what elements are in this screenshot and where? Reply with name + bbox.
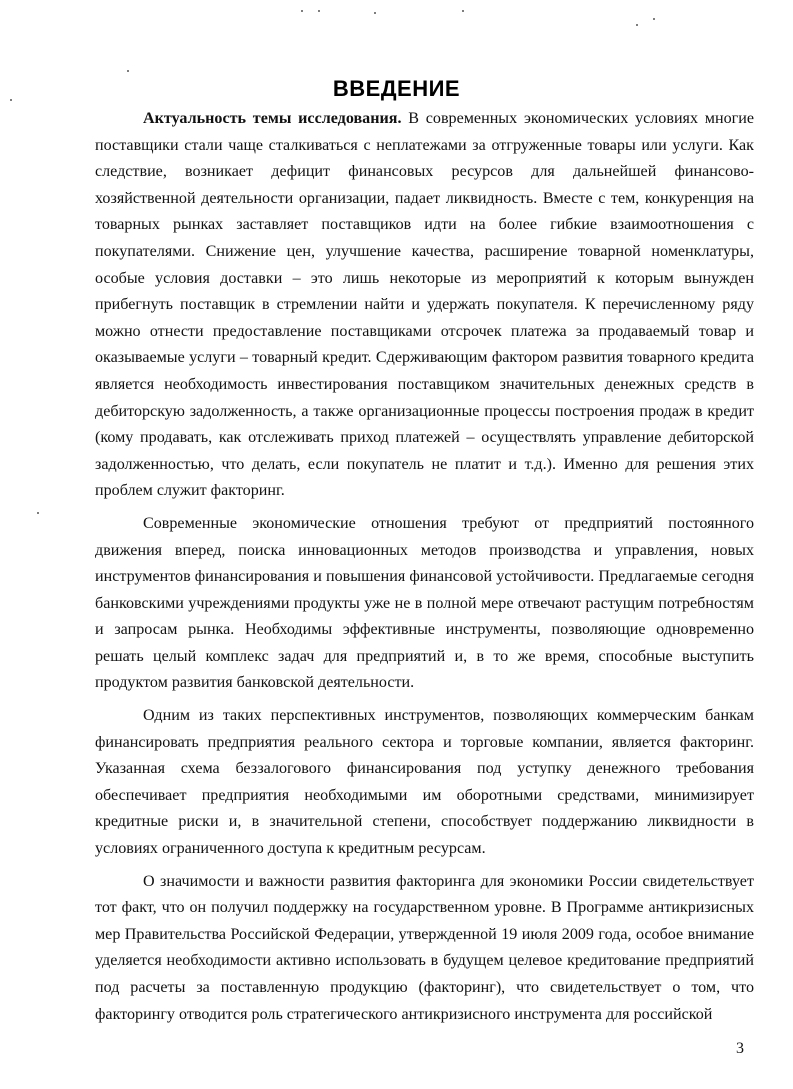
paragraph-4: О значимости и важности развития факторинга для экономики России свидетельствует тот факт, что он получил поддержку на государственном уровне. В Программе антикризисных мер Правительства Российской Федерации, утвержденной 19 июля 2009 года, особое внимание уделяется необходимости активно использовать в будущем целевое кредитование предприятий под расчеты за поставленную продукцию (факторинг), что свидетельствует о том, что факторингу отводится роль стратегического антикризисного инструмента для российской: [95, 872, 754, 1023]
scan-speck: [37, 512, 39, 514]
page-number: 3: [736, 1040, 744, 1057]
paragraph-lead: Актуальность темы исследования.: [143, 110, 402, 127]
paragraph-1: [95, 106, 754, 505]
scan-speck: [374, 12, 376, 14]
scan-speck: [318, 10, 320, 12]
scan-speck: [636, 24, 638, 26]
paragraph-text: В современных экономических условиях многие поставщики стали чаще сталкиваться с неплатежами за отгруженные товары или услуги. Как следствие, возникает дефицит финансовых ресурсов для дальнейшей финансово-хозяйственной деятельности организации, падает ликвидность. Вместе с тем, конкуренция на товарных рынках заставляет поставщиков идти на более гибкие взаимоотношения с покупателями. Снижение цен, улучшение качества, расширение товарной номенклатуры, особые условия доставки – это лишь некоторые из мероприятий к которым вынужден прибегнуть поставщик в стремлении найти и удержать покупателя. К перечисленному ряду можно отнести предоставление поставщиками отсрочек платежа за продаваемый товар и оказываемые услуги – товарный кредит. Сдерживающим фактором развития товарного кредита является необходимость инвестирования поставщиком значительных денежных средств в дебиторскую задолженность, а также организационные процессы построения продаж в кредит (кому продавать, как отслеживать приход платежей – осуществлять управление дебиторской задолженностью, что делать, если покупатель не платит и т.д.). Именно для решения этих проблем служит факторинг.: [95, 110, 754, 500]
scan-speck: [462, 10, 464, 12]
paragraph-3: Одним из таких перспективных инструментов, позволяющих коммерческим банкам финансировать предприятия реального сектора и торговые компании, является факторинг. Указанная схема беззалогового финансирования под уступку денежного требования обеспечивает предприятия необходимыми им оборотными средствами, минимизирует кредитные риски и, в значительной степени, способствует поддержанию ликвидности в условиях ограниченного доступа к кредитным ресурсам.: [95, 707, 754, 858]
page-title: ВВЕДЕНИЕ: [332, 76, 461, 101]
scan-speck: [653, 18, 655, 20]
paragraph-2: Современные экономические отношения требуют от предприятий постоянного движения вперед, поиска инновационных методов производства и управления, новых инструментов финансирования и повышения финансовой устойчивости. Предлагаемые сегодня банковскими учреждениями продукты уже не в полной мере отвечают растущим потребностям и запросам рынка. Необходимы эффективные инструменты, позволяющие одновременно решать целый комплекс задач для предприятий и, в то же время, способные выступить продуктом развития банковской деятельности.: [95, 514, 754, 692]
scan-speck: [127, 70, 129, 72]
scan-speck: [301, 10, 303, 12]
body-text: [95, 106, 754, 1028]
